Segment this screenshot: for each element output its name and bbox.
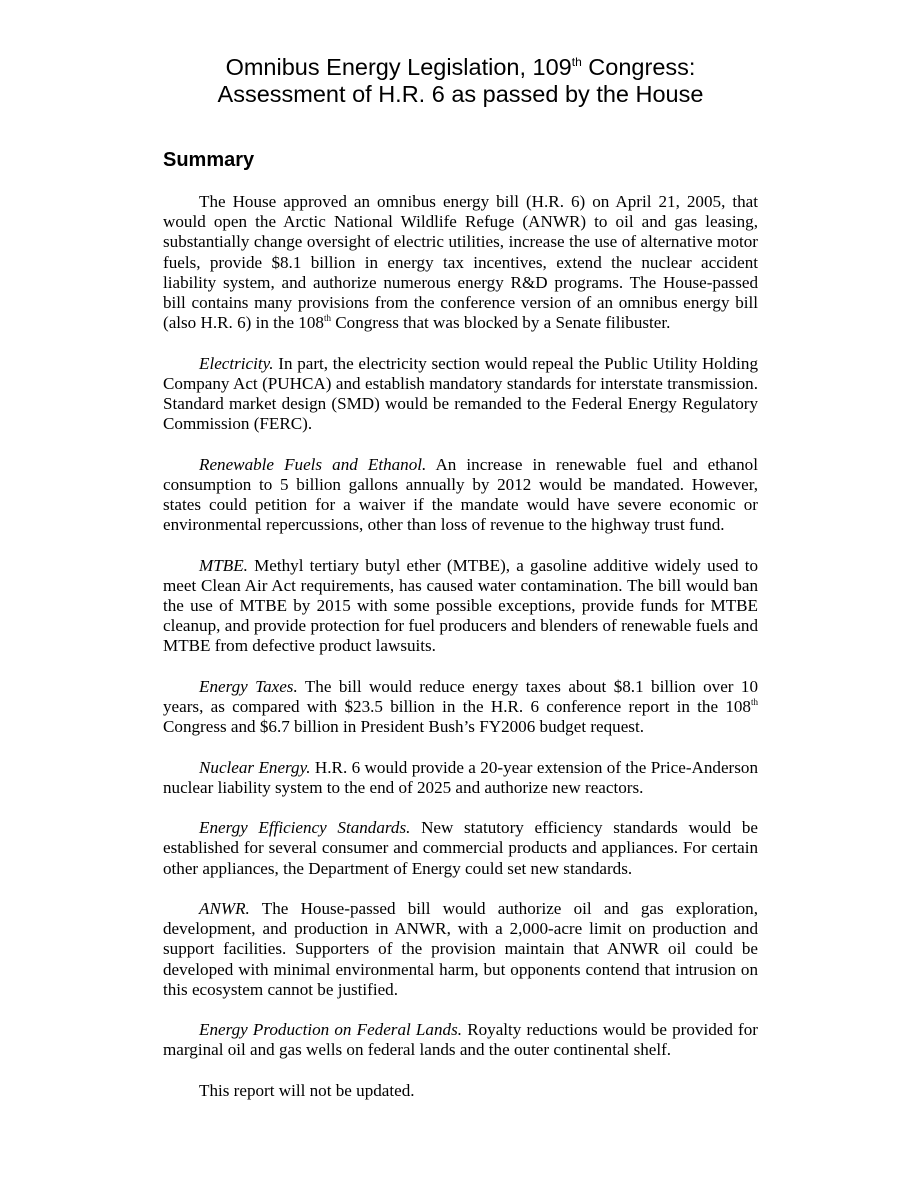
title-line-1: Omnibus Energy Legislation, 109th Congress: — [225, 54, 696, 80]
mtbe-lead: MTBE. — [199, 555, 248, 575]
mtbe-paragraph: MTBE. Methyl tertiary butyl ether (MTBE), a gasoline additive widely used to meet Clean Air Act requirements, has caused water contamination. The bill would ban the use of MTBE by 2015 with some possible exceptions, provide funds for MTBE cleanup, and provide protection for fuel producers and blenders of renewable fuels and MTBE from defective product lawsuits. — [163, 555, 758, 656]
federal-lands-lead: Energy Production on Federal Lands. — [199, 1020, 463, 1040]
federal-lands-paragraph: Energy Production on Federal Lands. Royalty reductions would be provided for marginal oil and gas wells on federal lands and the outer continental shelf. — [163, 1020, 758, 1060]
anwr-lead: ANWR. — [199, 899, 250, 918]
title-line-2: Assessment of H.R. 6 as passed by the House — [217, 81, 704, 107]
nuclear-energy-lead: Nuclear Energy. — [199, 757, 311, 777]
energy-taxes-lead: Energy Taxes. — [199, 676, 298, 696]
summary-heading: Summary — [163, 149, 255, 171]
document-page — [163, 54, 758, 1101]
electricity-lead: Electricity. — [199, 353, 274, 373]
electricity-paragraph: Electricity. In part, the electricity section would repeal the Public Utility Holding Company Act (PUHCA) and establish mandatory standards for interstate transmission. Standard market design (SMD) would be remanded to the Federal Energy Regulatory Commission (FERC). — [163, 353, 758, 434]
closing-note: This report will not be updated. — [199, 1080, 415, 1100]
report-title — [163, 54, 758, 108]
renewable-fuels-lead: Renewable Fuels and Ethanol. — [199, 454, 427, 474]
energy-taxes-paragraph: Energy Taxes. The bill would reduce energy taxes about $8.1 billion over 10 years, as compared with $23.5 billion in the H.R. 6 conference report in the 108th Congress and $6.7 billion in President Bush’s FY2006 budget request. — [163, 676, 758, 737]
renewable-fuels-paragraph: Renewable Fuels and Ethanol. An increase in renewable fuel and ethanol consumption to 5 billion gallons annually by 2012 would be mandated. However, states could petition for a waiver if the mandate would have severe economic or environmental repercussions, other than loss of revenue to the highway trust fund. — [163, 454, 758, 535]
nuclear-energy-paragraph: Nuclear Energy. H.R. 6 would provide a 20-year extension of the Price-Anderson nuclear liability system to the end of 2025 and authorize new reactors. — [163, 757, 758, 797]
anwr-paragraph: ANWR. The House-passed bill would authorize oil and gas exploration, development, and production in ANWR, with a 2,000-acre limit on production and support facilities. Supporters of the provision maintain that ANWR oil could be developed with minimal environmental harm, but opponents contend that intrusion on this ecosystem cannot be justified. — [163, 899, 758, 999]
efficiency-standards-paragraph: Energy Efficiency Standards. New statutory efficiency standards would be established for several consumer and commercial products and appliances. For certain other appliances, the Department of Energy could set new standards. — [163, 818, 758, 878]
intro-paragraph: The House approved an omnibus energy bill (H.R. 6) on April 21, 2005, that would open the Arctic National Wildlife Refuge (ANWR) to oil and gas leasing, substantially change oversight of electric utilities, increase the use of alternative motor fuels, provide $8.1 billion in energy tax incentives, extend the nuclear accident liability system, and authorize numerous energy R&D programs. The House-passed bill contains many provisions from the conference version of an omnibus energy bill (also H.R. 6) in the 108th Congress that was blocked by a Senate filibuster. — [163, 192, 758, 333]
efficiency-standards-lead: Energy Efficiency Standards. — [199, 818, 411, 838]
